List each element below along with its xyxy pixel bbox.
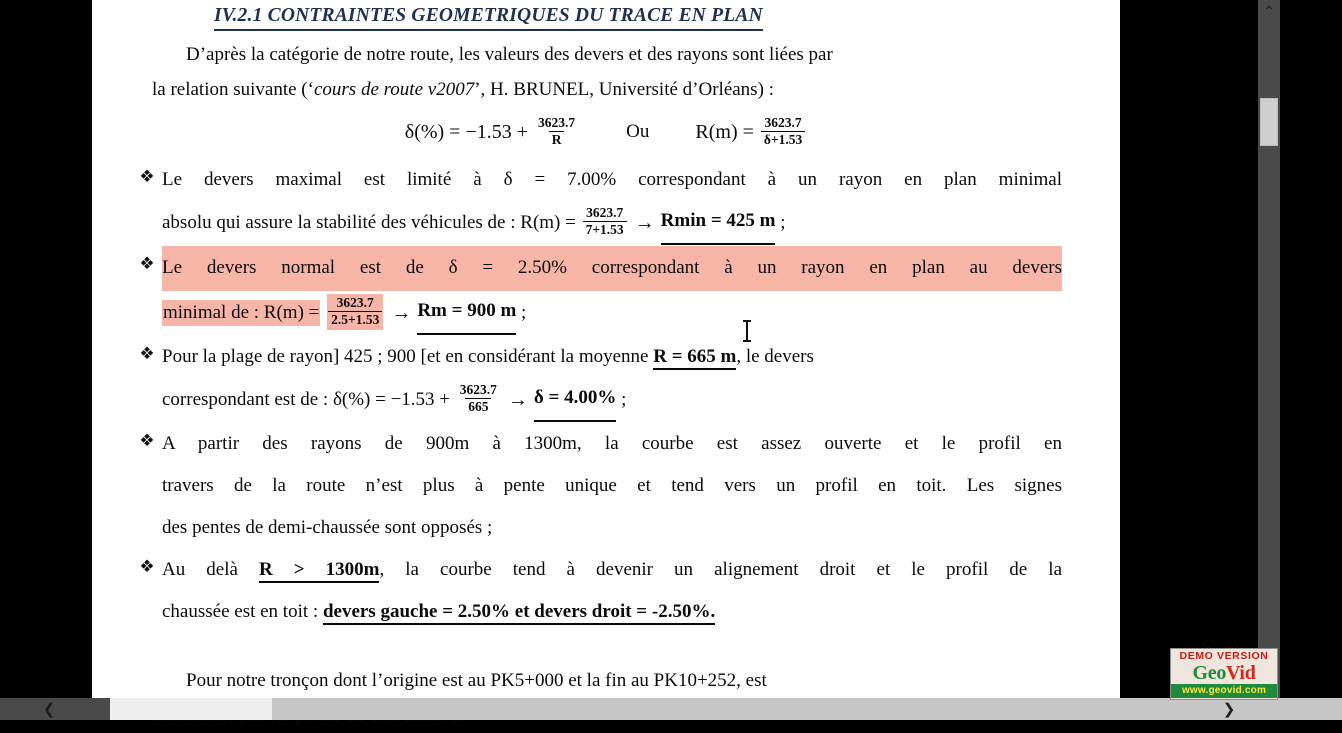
bullet-line: travers de la route n’est plus à pente unique et tend vers un profil en toit. Les signes [162,475,1062,497]
closing-paragraph-line-1 [122,663,1090,698]
bullet-devers-maximal [162,159,1062,246]
bullet-line: A partir des rayons de 900m à 1300m, la courbe est assez ouverte et le profil en [162,433,1062,455]
bullet-line-suffix: , la courbe tend à devenir un alignement droit et le profil de la [379,559,1063,581]
bullet-line-suffix: ; [521,302,527,324]
bullet-line: des pentes de demi-chaussée sont opposés ; [162,517,493,539]
intro-paragraph-line-2 [122,72,1090,107]
inline-fraction [455,377,617,422]
equation-delta-fraction [535,116,578,147]
bullet-line: Le devers maximal est limité à δ = 7.00% correspondant à un rayon en plan minimal [162,169,1062,191]
bullet-line-prefix: Pour la plage de rayon] 425 ; 900 [et en considérant la moyenne [162,346,654,368]
fraction [327,294,383,330]
right-arrow-icon: → [507,388,528,411]
list-item [122,549,1090,633]
equation-radius-fraction [761,116,805,147]
text-cursor [746,320,748,342]
page-title: IV.2.1 CONTRAINTES GEOMETRIQUES DU TRACE EN PLAN [214,4,763,31]
intro-line-2-prefix: la relation suivante (‘ [152,79,314,101]
bullet-au-dela-1300 [162,549,1062,633]
fraction-numerator: 3623.7 [336,294,374,310]
bullet-line [162,378,1062,423]
fraction-numerator: 3623.7 [459,382,497,398]
result-delta: δ = 4.00% [534,377,616,422]
bullet-line-prefix: chaussée est en toit : [162,601,323,623]
display-equation [122,109,1090,155]
equation-radius-lhs: R(m) = [695,120,754,143]
intro-paragraph-line-1 [122,37,1090,72]
diamond-bullet-icon: ❖ [139,557,155,577]
scroll-up-icon[interactable]: ⌃ [1263,5,1275,20]
fraction-numerator: 3623.7 [538,114,576,130]
bullet-line [162,591,1062,633]
diamond-bullet-icon: ❖ [139,254,155,274]
closing-line-1-text: Pour notre tronçon dont l’origine est au PK5+000 et la fin au PK10+252, est [186,670,767,692]
bullet-line [162,549,1062,591]
right-arrow-icon: → [634,211,655,234]
bullet-line-suffix: ; [621,389,627,411]
result-rm: Rm = 900 m [417,290,516,335]
equation-delta-lhs: δ(%) = [404,120,461,143]
inline-fraction [581,200,776,245]
constraints-list [122,159,1090,633]
bullet-rayons-900-1300 [162,423,1062,549]
bullet-line [162,336,1062,378]
fraction-denominator: δ+1.53 [761,131,805,147]
bullet-line-suffix: , le devers [736,346,814,368]
bullet-line [162,201,1062,246]
vertical-scrollbar-thumb[interactable] [1260,98,1278,146]
bullet-line-highlighted: Le devers normal est de δ = 2.50% correspondant à un rayon en plan au devers [162,246,1062,291]
equation-connector: Ou [626,121,650,143]
equation-delta [404,114,580,148]
list-item [122,423,1090,549]
page-content [92,0,1120,733]
fraction-numerator: 3623.7 [764,114,802,130]
diamond-bullet-icon: ❖ [139,431,155,451]
horizontal-scrollbar-thumb[interactable] [272,698,1342,720]
equation-delta-term: −1.53 + [465,120,529,143]
next-page-chevron-icon[interactable]: ❯ [1222,700,1236,718]
watermark-brand-vid: Vid [1226,662,1256,684]
fraction-denominator: R [549,131,565,147]
list-item-highlighted [122,246,1090,336]
bullet-plage-de-rayon [162,336,1062,423]
equation-radius [695,114,807,148]
geovid-watermark [1170,648,1278,700]
diamond-bullet-icon: ❖ [139,344,155,364]
watermark-brand [1171,663,1277,684]
fraction [457,383,500,414]
right-arrow-icon: → [391,301,412,324]
bullet-line-suffix: ; [780,212,786,234]
fraction-denominator: 2.5+1.53 [328,311,382,327]
fraction-denominator: 665 [465,398,491,414]
fraction-numerator: 3623.7 [586,205,624,221]
bullet-line [162,291,1062,336]
bullet-devers-normal [162,246,1062,336]
bullet-line-prefix: correspondant est de : δ(%) = −1.53 + [162,389,451,411]
document-page [92,0,1120,702]
watermark-brand-geo: Geo [1192,662,1227,684]
watermark-demo-label: DEMO VERSION [1179,650,1269,662]
watermark-url: www.geovid.com [1171,684,1277,698]
heading-row [122,4,1090,31]
intro-line-2-suffix: ’, H. BRUNEL, Université d’Orléans) : [474,79,774,101]
devers-values: devers gauche = 2.50% et devers droit = -2.50%. [323,601,715,625]
bottom-toolbar [0,698,1280,720]
list-item [122,336,1090,423]
bullet-line-prefix: Au delà [162,559,259,581]
list-item [122,159,1090,246]
previous-page-chevron-icon[interactable]: ❮ [42,700,56,718]
vertical-scrollbar[interactable] [1258,0,1280,698]
result-rayon-moyen: R = 665 m [653,346,736,370]
horizontal-scrollbar[interactable] [110,698,1160,720]
fraction [583,206,627,237]
bullet-line-prefix: minimal de : R(m) = [162,300,320,326]
bullet-line-prefix: absolu qui assure la stabilité des véhicules de : R(m) = [162,212,576,234]
intro-line-1-text: D’après la catégorie de notre route, les valeurs des devers et des rayons sont liées par [186,44,833,66]
diamond-bullet-icon: ❖ [139,167,155,187]
result-rmin: Rmin = 425 m [661,200,776,245]
inline-fraction [325,290,516,335]
threshold-radius: R > 1300m [259,559,379,583]
citation-title: cours de route v2007 [313,79,475,101]
fraction-denominator: 7+1.53 [583,221,627,237]
